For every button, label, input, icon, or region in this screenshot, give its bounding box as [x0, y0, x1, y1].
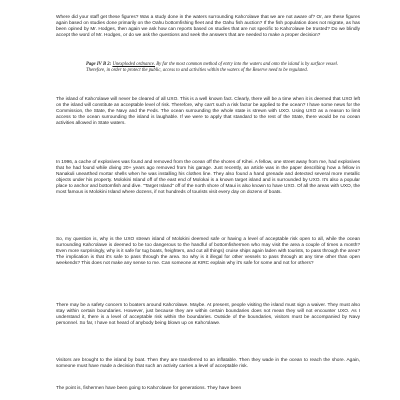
paragraph-safety-concern: There may be a safety concern to boaters around Kaho'olawe. Maybe. At present, people visiting the island must sign a waiver. They must also stay within certain boundaries. However, just because they are within certain boundaries does not mean they will not encounter UXO. As I understand it, there is a level of acceptable risk within the boundaries. Outside of the boundaries, visitors must be accompanied by Navy personnel. So far, I have not heard of anybody being blown up on Kaho'olawe.: [56, 303, 360, 327]
paragraph-fishermen-generations: The point is, fishermen have been going to Kaho'olawe for generations. They have been: [56, 386, 242, 391]
paragraph-visitors-boat: Visitors are brought to the island by boat. Then they are transferred to an inflatable. Then they wade in the ocean to reach the shore. Again, someone must have made a decision that such an activity carries a level of acceptable risk.: [56, 358, 360, 370]
paragraph-study-question: Where did your staff get these figures? Was a study done in the waters surrounding Kaho'olawe that we are not aware of? Or, are these figures again based on studies done primarily on the Oahu bottomfishing fleet and the Oahu fish auction? If the fish population does not migrate, as has been opined by Mr. Hodges, then again we ask how can reports based on studies that are not specific to Kaho'olawe be trusted? Do we blindly accept the word of Mr. Hodges, or do we ask the questions and seek the answers that are needed to make a proper decision?: [56, 15, 360, 39]
paragraph-explosives-found: In 1996, a cache of explosives was found and removed from the ocean off the shores of Kihei. A fellow, one street away from me, had explosives that he had found while diving 20+ years ago removed from his garage. Just recently, an article was in the paper describing how a fellow in Nanakuli unearthed mortar shells when he was installing his clothes line. They also found a hand grenade and detected several more metallic objects under his property. Molokini Island off of the east end of Molokai is a known target island and is surrounded by UXO. It's also a popular place to anchor and bottomfish and dive. "Target Island" off of the north shore of Maui is also known to have UXO. Of all the areas with UXO, the most famous is Molokini Island where dozens, if not hundreds of tourists visit every day on dozens of boats.: [56, 160, 360, 196]
quote-text: By far the most common method of entry into the waters and onto the island is by surface vessel. Therefore, in order to protect the public, access to and activities within the waters of the Reserve need to be regulated.: [86, 62, 338, 73]
top-fragment: [56, 0, 360, 2]
paragraph-molokini-question: So, my question is, why is the UXO strewn island of Molokini deemed safe or having a level of acceptable risk open to all, while the ocean surrounding Kaho'olawe is deemed to be too dangerous to the handful of bottomfishermen who may visit the area a couple of times a month? Even more surprisingly, why is it safe for tug boats, freighters, and cut all things) cruise ships again laden with tourists, to pass through the area? The implication is that it's safe to pass through the area. So why is it illegal for other vessels to pass through at any time other than open weekends? This does not make any sense to me. Can someone at KIRC explain why it's safe for some and not for others?: [56, 237, 360, 267]
quote-heading: Unexploded ordnance.: [112, 62, 156, 67]
paragraph-uxo-clearance: The island of Kaho'olawe will never be cleared of all UXO. This is a well known fact. Clearly, there will be a time when it is deemed that UXO left on the island will constitute an acceptable level of risk. Therefore, why can't such a risk factor be applied to the ocean? I have some news for the Commission, the State, the Navy and the Feds. The ocean surrounding the whole state is strewn with UXO. Using UXO as a reason to limit access to the ocean surrounding the island is laughable. If we were to apply that standard to the rest of the State, there would be no ocean activities allowed in State waters.: [56, 97, 360, 127]
block-quote-unexploded-ordnance: [86, 62, 338, 74]
quote-page-label: Page IV B 2:: [86, 62, 112, 67]
